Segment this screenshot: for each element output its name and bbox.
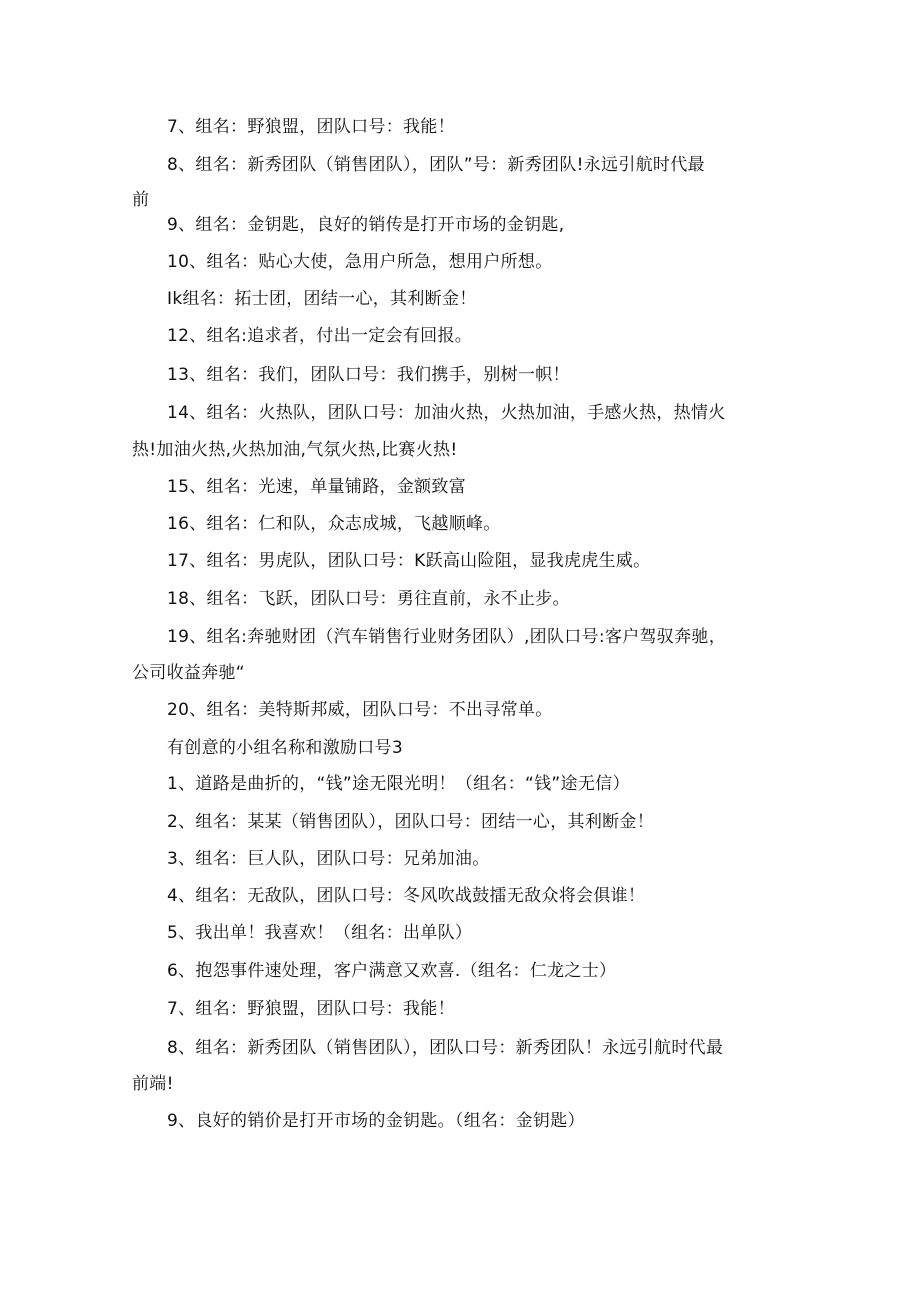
paragraph-line: 9、组名：金钥匙，良好的销传是打开市场的金钥匙,: [167, 215, 565, 235]
section-heading: 有创意的小组名称和激励口号3: [167, 738, 404, 758]
paragraph-line: Ik组名：拓士团，团结一心，其利断金！: [167, 289, 477, 309]
paragraph-line: 8、组名：新秀团队（销售团队），团队”号：新秀团队!永远引航时代最: [167, 155, 705, 175]
paragraph-line: 15、组名：光速，单量铺路，金额致富: [167, 477, 467, 497]
paragraph-line: 12、组名:追求者，付出一定会有回报。: [167, 326, 473, 346]
paragraph-line: 前端!: [132, 1074, 174, 1094]
paragraph-line: 3、组名：巨人队，团队口号：兄弟加油。: [167, 849, 490, 869]
paragraph-line: 9、良好的销价是打开市场的金钥匙。（组名：金钥匙）: [167, 1111, 585, 1131]
paragraph-line: 1、道路是曲折的，“钱”途无限光明！（组名：“钱”途无信）: [167, 774, 630, 794]
paragraph-line: 热!加油火热,火热加油,气氛火热,比赛火热!: [132, 440, 458, 460]
paragraph-line: 8、组名：新秀团队（销售团队），团队口号：新秀团队！永远引航时代最: [167, 1038, 724, 1058]
paragraph-line: 14、组名：火热队，团队口号：加油火热，火热加油，手感火热，热情火: [167, 403, 726, 423]
paragraph-line: 19、组名:奔驰财团（汽车销售行业财务团队）,团队口号:客户驾驭奔驰，: [167, 627, 726, 647]
paragraph-line: 17、组名：男虎队，团队口号：K跃高山险阻，显我虎虎生威。: [167, 551, 651, 571]
paragraph-line: 7、组名：野狼盟，团队口号：我能！: [167, 117, 455, 137]
paragraph-line: 16、组名：仁和队，众志成城，飞越顺峰。: [167, 514, 501, 534]
paragraph-line: 前: [132, 190, 150, 210]
paragraph-line: 18、组名：飞跃，团队口号：勇往直前，永不止步。: [167, 589, 570, 609]
paragraph-line: 5、我出单！我喜欢！（组名：出单队）: [167, 923, 473, 943]
paragraph-line: 4、组名：无敌队，团队口号：冬风吹战鼓擂无敌众将会俱谁！: [167, 886, 646, 906]
paragraph-line: 6、抱怨事件速处理，客户满意又欢喜.（组名：仁龙之士）: [167, 961, 617, 981]
paragraph-line: 13、组名：我们，团队口号：我们携手，别树一帜！: [167, 365, 570, 385]
paragraph-line: 7、组名：野狼盟，团队口号：我能！: [167, 999, 455, 1019]
paragraph-line: 2、组名：某某（销售团队），团队口号：团结一心，其利断金！: [167, 812, 655, 832]
paragraph-line: 10、组名：贴心大使，急用户所急，想用户所想。: [167, 252, 553, 272]
paragraph-line: 公司收益奔驰“: [132, 663, 245, 683]
paragraph-line: 20、组名：美特斯邦威，团队口号：不出寻常单。: [167, 700, 553, 720]
